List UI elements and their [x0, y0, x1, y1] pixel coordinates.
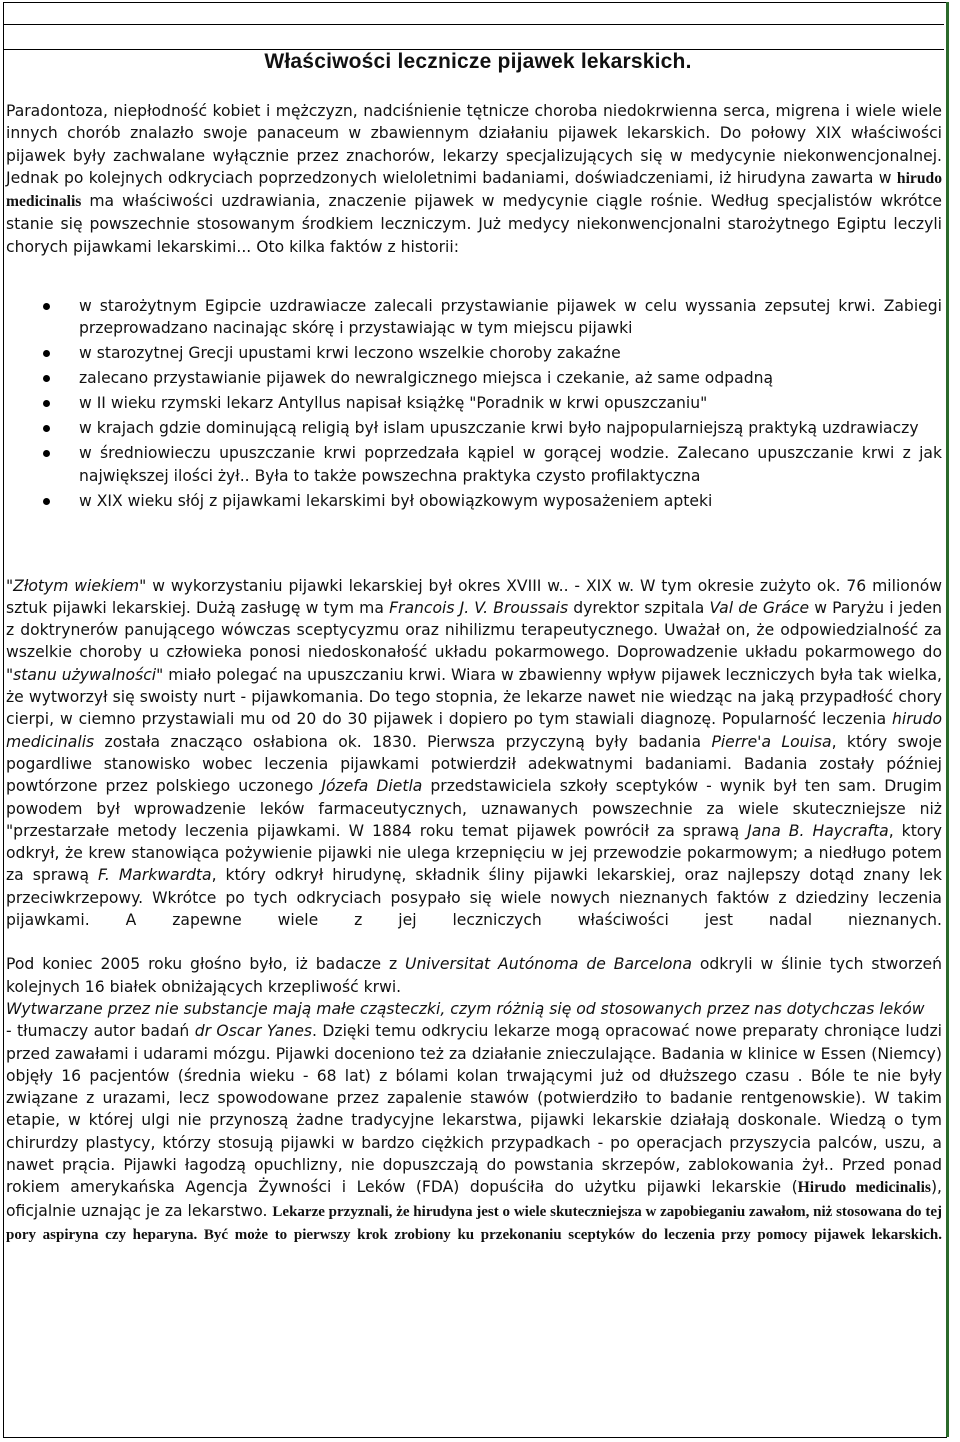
research-paragraph: Pod koniec 2005 roku głośno było, iż badacze z Universitat Autónoma de Barcelona odkryli w ślinie tych stworzeń kolejnych 16 białek obniżających krzepliwość krwi.: [6, 955, 942, 996]
bullet-icon: [43, 303, 50, 310]
list-item: w XIX wieku słój z pijawkami lekarskimi był obowiązkowym wyposażeniem apteki: [6, 490, 942, 512]
frame-right-border: [946, 2, 949, 1437]
bullet-icon: [43, 375, 50, 382]
history-facts-list: [6, 295, 942, 512]
page-title: Właściwości lecznicze pijawek lekarskich.: [264, 50, 692, 73]
research-quote: Wytwarzane przez nie substancje mają małe cząsteczki, czym różnią się od stosowanych przez nas dotychczas leków: [6, 999, 925, 1018]
list-item: zalecano przystawianie pijawek do newralgicznego miejsca i czekanie, aż same odpadną: [6, 367, 942, 389]
list-item: w starozytnej Grecji upustami krwi leczono wszelkie choroby zakaźne: [6, 342, 942, 364]
golden-age-paragraph: "Złotym wiekiem" w wykorzystaniu pijawki lekarskiej był okres XVIII w.. - XIX w. W tym okresie zużyto ok. 76 milionów sztuk pijawki lekarskiej. Dużą zasługę w tym ma Francois J. V. Broussais dyrektor szpitala Val de Gráce w Paryżu i jeden z doktrynerów panującego wówczas sceptycyzmu oraz nihilizmu terapeutycznego. Uważał on, że odpowiedzialność za wszelkie choroby u człowieka ponosi niedoskonałość układu pokarmowego. Doprowadzenie układu pokarmowego do "stanu używalności" miało polegać na upuszczaniu krwi. Wiara w zbawienny wpływ pijawek leczniczych była tak wielka, że wytworzył się swoisty nurt - pijawkomania. Do tego stopnia, że lekarze nawet nie wiedząc na jaką przypadłość chory cierpi, w ciemno przystawiali mu od 20 do 30 pijawek i dopiero po tym stawiali diagnozę. Popularność leczenia hirudo medicinalis została znacząco osłabiona ok. 1830. Pierwsza przyczyną były badania Pierre'a Louisa, który swoje pogardliwe stanowisko wobec leczenia pijawkami potwierdził adekwatnymi badaniami. Badania zostały później powtórzone przez polskiego uczonego Józefa Dietla przedstawiciela szkoły sceptyków - wynik był ten sam. Drugim powodem był wprowadzenie leków farmaceutycznych, uznawanych powszechnie za wiele skuteczniejsze niż "przestarzałe metody leczenia pijawkami. W 1884 roku temat pijawek powrócił za sprawą Jana B. Haycrafta, ktory odkrył, że krew stanowiąca pożywienie pijawki nie ulega krzepnięciu w jej przewodzie pokarmowym; a niedługo potem za sprawą F. Markwardta, który odkrył hirudynę, składnik śliny pijawki lekarskiej, oraz najlepszy dotąd znany lek przeciwkrzepowy. Wkrótce po tych odkryciach posypało się wiele nowych nieznanych faktów z dziedziny leczenia pijawkami. A zapewne wiele z jej leczniczych właściwości jest nadal nieznanych.: [6, 576, 943, 930]
latin-name: hirudo medicinalis: [6, 169, 942, 211]
bullet-icon: [43, 450, 50, 457]
frame-top-border: [3, 2, 947, 3]
list-item: w starożytnym Egipcie uzdrawiacze zalecali przystawianie pijawek w celu wyssania zepsutej krwi. Zabiegi przeprowadzano nacinając skórę i przystawiając w tym miejscu pijawki: [6, 295, 942, 340]
frame-bottom-border: [3, 1437, 947, 1438]
bullet-icon: [43, 425, 50, 432]
bullet-icon: [43, 350, 50, 357]
list-item: w średniowieczu upuszczanie krwi poprzedzała kąpiel w gorącej wodzie. Zalecano upuszczanie krwi z jak największej ilości żył.. Była to także powszechna praktyka czysto profilaktyczna: [6, 442, 942, 487]
header-rule: [4, 24, 944, 25]
conclusion-bold: Lekarze przyznali, że hirudyna jest o wiele skuteczniejsza w zapobieganiu zawałom, niż stosowana do tej pory aspiryna czy heparyna. Być może to pierwszy krok zrobiony ku przekonaniu sceptyków do leczenia przy pomocy pijawek lekarskich.: [6, 1203, 942, 1243]
research-continuation: - tłumaczy autor badań dr Oscar Yanes. Dzięki temu odkryciu lekarze mogą opracować nowe preparaty chroniące ludzi przed zawałami i udarami mózgu. Pijawki doceniono też za działanie znieczulające. Badania w klinice w Essen (Niemcy) objęły 16 pacjentów (średnia wieku - 68 lat) z bólami kolan trwającymi już od dłuższego czasu . Bóle te nie były związane z urazami, lecz spowodowane przez zapalenie stawów (potwierdziło to badanie rentgenowskie). W takim etapie, w której ulgi nie przynoszą żadne tradycyjne lekarstwa, pijawki lekarskie działają doskonale. Wiedzą o tym chirurdzy plastycy, którzy stosują pijawki w bardzo ciężkich przypadkach - po operacjach przyszycia palców, uszu, a nawet prącia. Pijawki łagodzą opuchlizny, nie dopuszczają do powstania skrzepów, zablokowania żył.. Przed ponad rokiem amerykańska Agencja Żywności i Leków (FDA) dopuściła do użytku pijawki lekarskie (Hirudo medicinalis), oficjalnie uznając je za lekarstwo. Lekarze przyznali, że hirudyna jest o wiele skuteczniejsza w zapobieganiu zawałom, niż stosowana do tej pory aspiryna czy heparyna. Być może to pierwszy krok zrobiony ku przekonaniu sceptyków do leczenia przy pomocy pijawek lekarskich.: [6, 1022, 943, 1243]
document-page: [6, 50, 942, 1246]
bullet-icon: [43, 498, 50, 505]
frame-left-border: [3, 2, 4, 1437]
list-item: w krajach gdzie dominującą religią był islam upuszczanie krwi było najpopularniejszą praktyką uzdrawiaczy: [6, 417, 942, 439]
list-item: w II wieku rzymski lekarz Antyllus napisał książkę "Poradnik w krwi opuszczaniu": [6, 392, 942, 414]
bullet-icon: [43, 400, 50, 407]
intro-paragraph: Paradontoza, niepłodność kobiet i mężczyzn, nadciśnienie tętnicze choroba niedokrwienna serca, migrena i wiele wiele innych chorób znalazło swoje panaceum w zbawiennym działaniu pijawek lekarskich. Do połowy XIX właściwości pijawek były zachwalane wyłącznie przez znachorów, lekarzy specjalizujących się w medycynie niekonwencjonalnej. Jednak po kolejnych odkryciach poprzedzonych wieloletnimi badaniami, doświadczeniami, iż hirudyna zawarta w hirudo medicinalis ma właściwości uzdrawiania, znaczenie pijawek w medycynie ciągle rośnie. Według specjalistów wkrótce stanie się powszechnie stosowanym środkiem leczniczym. Już medycy niekonwencjonalni starożytnego Egiptu leczyli chorych pijawkami lekarskimi... Oto kilka faktów z historii:: [6, 102, 942, 256]
